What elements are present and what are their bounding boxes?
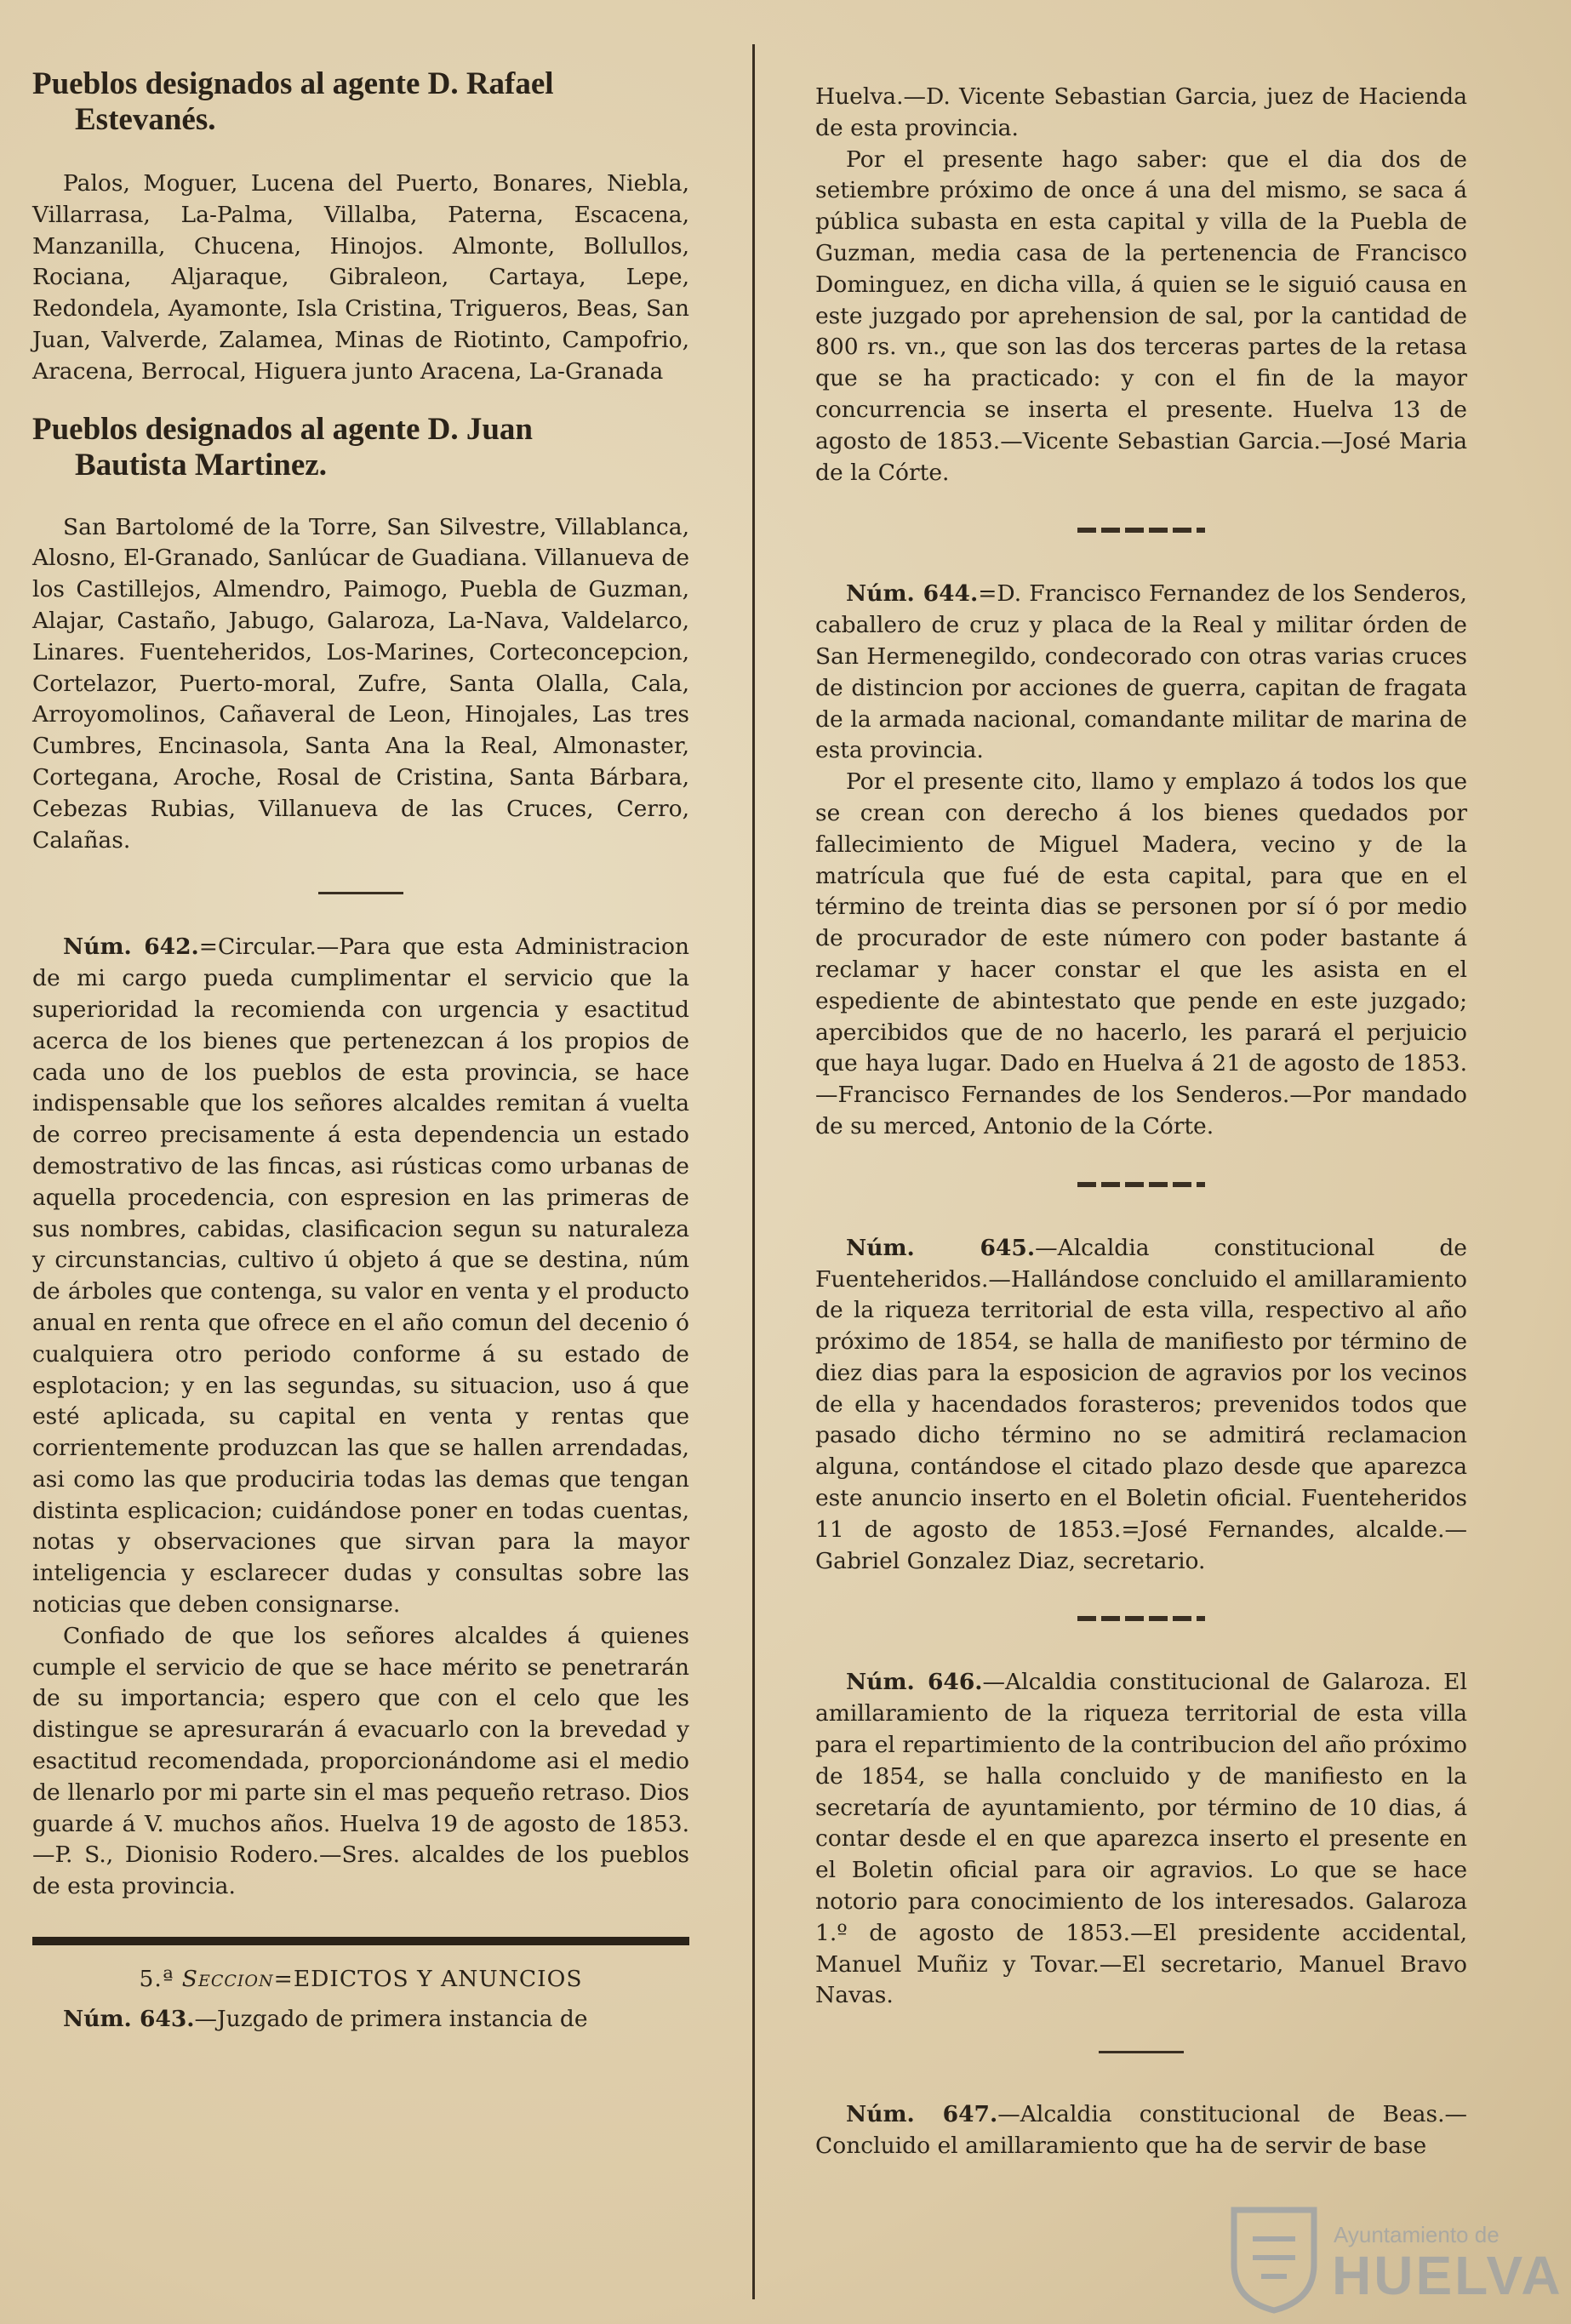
notice-643-continued: Huelva.—D. Vicente Sebastian Garcia, juez de Hacienda de esta provincia. bbox=[815, 83, 1467, 141]
shield-icon bbox=[1227, 2205, 1321, 2314]
left-column bbox=[32, 0, 689, 2036]
towns-list-juan: San Bartolomé de la Torre, San Silvestre, Villablanca, Alosno, El-Granado, Sanlúcar de Guadiana. Villanueva de los Castillejos, Almendro, Paimogo, Puebla de Guzman, Alajar, Castaño, Jabugo, Galaroza, La-Nava, Valdelarco, Linares. Fuenteheridos, Los-Marines, Corteconcepcion, Cortelazor, Puerto-moral, Zufre, Santa Olalla, Cala, Arroyomolinos, Cañaveral de Leon, Hinojales, Las tres Cumbres, Encinasola, Santa Ana la Real, Almonaster, Cortegana, Aroche, Rosal de Cristina, Santa Bárbara, Cebezas Rubias, Villanueva de las Cruces, Cerro, Calañas. bbox=[32, 513, 689, 854]
notice-text: —Alcaldia constitucional de Galaroza. El amillaramiento de la riqueza territorial de esta villa para el repartimiento de la contribucion del año próximo de 1854, se halla concluido y de manifiesto en la secretaría de ayuntamiento, por término de 10 dias, á contar desde el en que aparezca inserto el presente en el Boletin oficial para oir agravios. Lo que se hace notorio para conocimiento de los interesados. Galaroza 1.º de agosto de 1853.—El presidente accidental, Manuel Muñiz y Tovar.—El secretario, Manuel Bravo Navas. bbox=[815, 1669, 1467, 2009]
heading-line: Bautista Martinez. bbox=[75, 447, 327, 483]
notice-642-continued: Confiado de que los señores alcaldes á quienes cumple el servicio de que se hace mérito se penetrarán de su importancia; espero que con el celo que les distingue se apresurarán á evacuarlo con la brevedad y esactitud recomendada, proporcionándome asi el medio de llenarlo por mi parte sin el mas pequeño retraso. Dios guarde á V. muchos años. Huelva 19 de agosto de 1853.—P. S., Dionisio Rodero.—Sres. alcaldes de los pueblos de esta provincia. bbox=[32, 1622, 689, 1900]
notice-645 bbox=[815, 1233, 1467, 1578]
notice-643-start bbox=[32, 2004, 689, 2036]
notice-number: Núm. 645. bbox=[846, 1234, 1036, 1261]
right-column bbox=[815, 0, 1467, 2162]
notice-644 bbox=[815, 579, 1467, 767]
ayuntamiento-watermark bbox=[1219, 2198, 1571, 2324]
section-heading bbox=[32, 1964, 689, 1996]
notice-number: Núm. 644. bbox=[846, 580, 979, 608]
towns-list-rafael: Palos, Moguer, Lucena del Puerto, Bonares, Niebla, Villarrasa, La-Palma, Villalba, Paterna, Escacena, Manzanilla, Chucena, Hinojos. Almonte, Bollullos, Rociana, Aljaraque, Gibraleon, Cartaya, Lepe, Redondela, Ayamonte, Isla Cristina, Trigueros, Beas, San Juan, Valverde, Zalamea, Minas de Riotinto, Campofrio, Aracena, Berrocal, Higuera junto Aracena, La-Granada bbox=[32, 170, 689, 385]
watermark-line1: Ayuntamiento de bbox=[1334, 2222, 1500, 2247]
section-number: 5.ª bbox=[139, 1966, 174, 1993]
watermark-line2: HUELVA bbox=[1332, 2245, 1563, 2306]
notice-647 bbox=[815, 2099, 1467, 2162]
section-title-text: =EDICTOS Y ANUNCIOS bbox=[273, 1966, 583, 1993]
notice-text: —Alcaldia constitucional de Beas.—Concluido el amillaramiento que ha de servir de base bbox=[815, 2101, 1467, 2160]
heading-juan-bautista-martinez bbox=[32, 412, 689, 483]
notice-646 bbox=[815, 1667, 1467, 2012]
notice-text: =D. Francisco Fernandez de los Senderos, caballero de cruz y placa de la Real y militar órden de San Hermenegildo, condecorado con otras varias cruces de distincion por acciones de guerra, capitan de fragata de la armada nacional, comandante militar de marina de esta provincia. bbox=[815, 580, 1467, 764]
notice-643-body: Por el presente hago saber: que el dia dos de setiembre próximo de once á una del mismo, se saca á pública subasta en esta capital y villa de la Puebla de Guzman, media casa de la pertenencia de Francisco Dominguez, en dicha villa, á quien se le siguió causa en este juzgado por aprehension de sal, por la cantidad de 800 rs. vn., que son las dos terceras partes de la retasa que se ha practicado: y con el fin de la mayor concurrencia se inserta el presente. Huelva 13 de agosto de 1853.—Vicente Sebastian Garcia.—José Maria de la Córte. bbox=[815, 146, 1467, 486]
notice-text: =Circular.—Para que esta Administracion de mi cargo pueda cumplimentar el servicio que la superioridad la recomienda con urgencia y esactitud acerca de los bienes que pertenezcan á los propios de cada uno de los pueblos de esta provincia, se hace indispensable que los señores alcaldes remitan á vuelta de correo precisamente á esta dependencia un estado demostrativo de las fincas, asi rústicas como urbanas de aquella procedencia, con espresion en las primeras de sus nombres, cabidas, clasificacion segun su naturaleza y circunstancias, cultivo ú objeto á que se destina, núm de árboles que contenga, su valor en venta y el producto anual en renta que ofrece en el año comun del decenio ó cualquiera otro periodo conforme á su estado de esplotacion; y en las segundas, su situacion, uso á que esté aplicada, su capital en venta y rentas que corrientemente produzcan las que se hallen arrendadas, asi como las que produciria todas las demas que tengan distinta esplicacion; cuidándose poner en todas cuentas, notas y observaciones que sirvan para la mayor inteligencia y esclarecer dudas y consultas sobre las noticias que deben consignarse. bbox=[32, 934, 689, 1619]
notice-642 bbox=[32, 932, 689, 1621]
notice-number: Núm. 642. bbox=[63, 934, 199, 961]
notice-number: Núm. 646. bbox=[846, 1669, 983, 1696]
section-label: Seccion bbox=[181, 1966, 274, 1993]
notice-number: Núm. 643. bbox=[63, 2005, 195, 2032]
column-divider bbox=[752, 44, 755, 2299]
heading-line: Pueblos designados al agente D. Rafael bbox=[32, 66, 554, 101]
heading-rafael-estevanes bbox=[32, 66, 689, 138]
heading-line: Estevanés. bbox=[75, 102, 216, 137]
notice-text: —Alcaldia constitucional de Fuenteheridos.—Hallándose concluido el amillaramiento de la riqueza territorial de esta villa, respectivo al año próximo de 1854, se halla de manifiesto por término de diez dias para la esposicion de agravios por los vecinos de ella y hacendados forasteros; prevenidos todos que pasado dicho término no se admitirá reclamacion alguna, contándose el citado plazo desde que aparezca este anuncio inserto en el Boletin oficial. Fuenteheridos 11 de agosto de 1853.=José Fernandes, alcalde.—Gabriel Gonzalez Diaz, secretario. bbox=[815, 1234, 1467, 1574]
notice-number: Núm. 647. bbox=[846, 2101, 998, 2128]
heading-line: Pueblos designados al agente D. Juan bbox=[32, 411, 533, 447]
section-rule bbox=[32, 1937, 689, 1945]
notice-text: —Juzgado de primera instancia de bbox=[194, 2005, 588, 2032]
notice-644-continued: Por el presente cito, llamo y emplazo á todos los que se crean con derecho á los bienes quedados por fallecimiento de Miguel Madera, vecino y de la matrícula que fué de esta capital, para que en el término de treinta dias se personen por sí ó por medio de procurador de este número con poder bastante á reclamar y hacer constar el que les asista en el espediente de abintestato que pende en este juzgado; apercibidos que de no hacerlo, les parará el perjuicio que haya lugar. Dado en Huelva á 21 de agosto de 1853.—Francisco Fernandes de los Senderos.—Por mandado de su merced, Antonio de la Córte. bbox=[815, 768, 1467, 1139]
